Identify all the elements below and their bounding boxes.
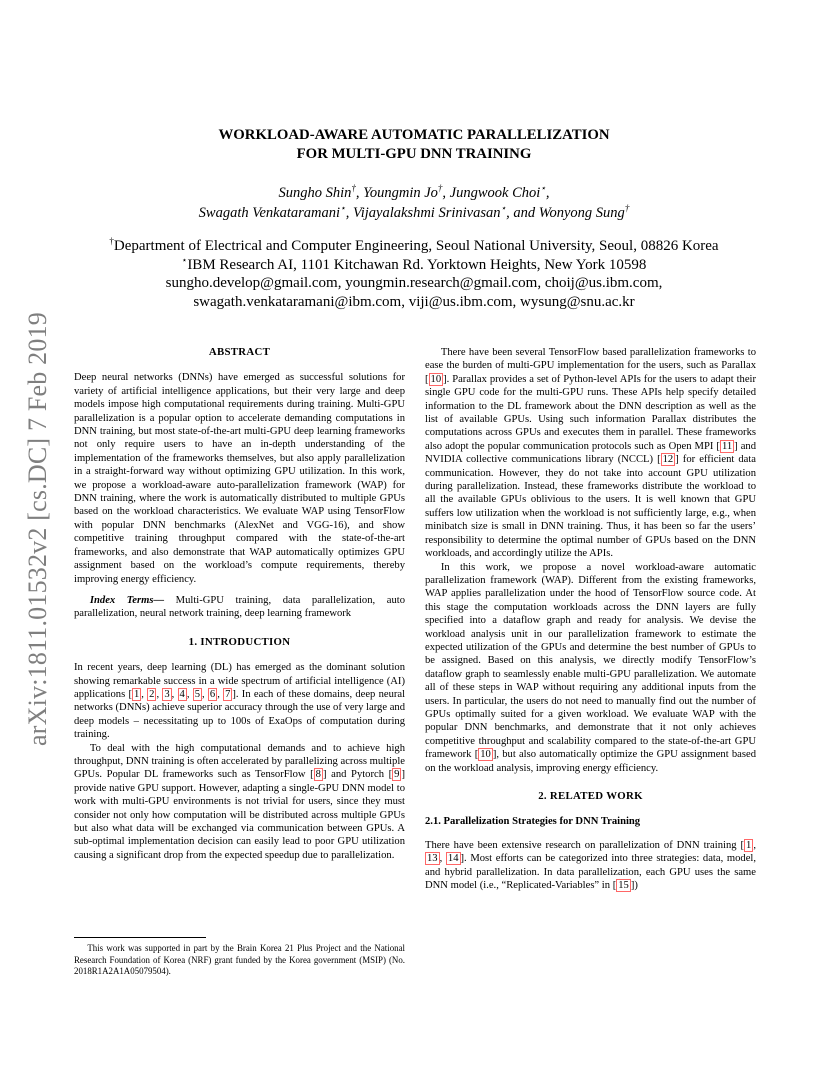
- title-line-2: FOR MULTI-GPU DNN TRAINING: [296, 146, 532, 162]
- paper-title: [0, 126, 828, 164]
- intro-heading: 1. INTRODUCTION: [188, 635, 291, 648]
- footnote: This work was supported in part by the Brain Korea 21 Plus Project and the National Research Foundation of Korea (NRF) grant funded by the Korea government (MSIP) (No. 2018R1A2A1A05079504).: [74, 943, 405, 977]
- affil-mark: †: [109, 236, 114, 246]
- citation-link[interactable]: 1: [746, 839, 752, 851]
- affil-mark: †: [437, 183, 443, 193]
- author-line-1: [0, 184, 828, 204]
- citation-link[interactable]: 8: [315, 769, 321, 781]
- arxiv-id: arXiv:1811.01532v2 [cs.DC] 7 Feb 2019: [23, 312, 52, 746]
- citation-link[interactable]: 11: [721, 440, 733, 452]
- citation-link[interactable]: 10: [480, 749, 491, 761]
- author-name: Swagath Venkataramani: [198, 204, 341, 221]
- author-separator: ,: [545, 185, 550, 201]
- body-paragraph-1: There have been several TensorFlow based parallelization frameworks to ease the burden of multi-GPU implementation for the users, such as Parallax [ 10 ]. Parallax provides a set of Python-level APIs for the users to adapt their single GPU code for the multi-GPU runs. These APIs help specify detailed information to the DL framework about the DNN description as well as the list of available GPUs. Using such information Parallax distributes the computations across GPUs and executes them in parallel. These frameworks also adopt the popular communication protocols such as Open MPI [ 11 ] and NVIDIA collective communications library (NCCL) [ 12 ] for efficient data communication. However, they do not take into account GPU utilization during parallelization. Instead, these frameworks distribute the workload to all the available GPUs oblivious to the users. It is well known that GPU suffers low utilization when the workload is not sufficiently large, e.g., when minibatch size is small in DNN training. Thus, it has been so far the users’ responsibility to determine the optimal number of GPUs based on the DNN workloads, and accordingly utilize the APIs.: [425, 347, 757, 560]
- affil-mark: ⋆: [181, 254, 188, 265]
- left-column: [74, 346, 405, 862]
- citation-link[interactable]: 1: [133, 688, 140, 700]
- body-paragraph-3: There have been extensive research on parallelization of DNN training [ 1 , 13 , 14 ]. Most efforts can be categorized into three strategies: data, model, and hybrid parallelization. In data parallelization, each GPU uses the same DNN model (i.e., “Replicated-Variables” in [ 15 ]): [425, 839, 756, 892]
- author-list: [0, 184, 828, 223]
- author-separator: ,: [355, 185, 364, 201]
- citation-link[interactable]: 2: [149, 688, 155, 700]
- author-name: Wonyong Sung: [538, 204, 625, 221]
- author-name: Youngmin Jo: [363, 185, 438, 201]
- citation-link[interactable]: 4: [179, 688, 185, 700]
- email-line-2: swagath.venkataramani@ibm.com, viji@us.ibm.com, wysung@snu.ac.kr: [193, 293, 635, 310]
- author-separator: ,: [345, 204, 353, 221]
- citation-link[interactable]: 15: [618, 880, 629, 892]
- index-terms-label: Index Terms—: [89, 594, 165, 606]
- email-line-1: sungho.develop@gmail.com, youngmin.research@gmail.com, choij@us.ibm.com,: [165, 275, 663, 291]
- index-terms-text: Multi-GPU training, data parallelization, auto parallelization, neural network training, deep learning framework: [74, 594, 405, 620]
- author-name: Jungwook Choi: [449, 185, 541, 201]
- intro-paragraph-2: To deal with the high computational demands and to achieve high throughput, DNN training is often accelerated by parallelizing across multiple GPUs. Popular DL frameworks such as TensorFlow [ 8 ] and Pytorch [ 9 ] provide native GPU support. However, adapting a single-GPU DNN model to work with multi-GPU environments is not trivial for users, since they must consider not only how computation will be distributed across multiple GPUs but also what data will be exchanged via communication between GPUs. A sub-optimal implementation decision can easily lead to poor GPU utilization causing a significant drop from the expected speedup due to parallelization.: [74, 742, 405, 861]
- related-work-heading: 2. RELATED WORK: [538, 790, 643, 802]
- author-name: Vijayalakshmi Srinivasan: [352, 204, 501, 221]
- subsection-heading: 2.1. Parallelization Strategies for DNN Training: [425, 816, 641, 828]
- affil-mark: †: [624, 202, 630, 213]
- author-line-2: [0, 204, 828, 224]
- abstract-body: Deep neural networks (DNNs) have emerged as successful solutions for variety of artificial intelligence applications, but their very large and deep models impose high computational requirements during training. Multi-GPU parallelization is a popular option to accelerate demanding computations in DNN training, but most state-of-the-art multi-GPU deep learning frameworks not only require users to have an in-depth understanding of the implementation of the frameworks themselves, but also apply parallelization in a straight-forward way without optimizing GPU utilization. In this work, we propose a workload-aware auto-parallelization framework (WAP) for DNN training, where the work is automatically distributed to multiple GPUs based on the workload characteristics. We evaluate WAP using TensorFlow with popular DNN benchmarks (AlexNet and VGG-16), and show competitive training throughput compared with the state-of-the-art frameworks, and also demonstrate that WAP automatically optimizes GPU assignment based on the workload’s compute requirements, thereby improving energy efficiency.: [74, 372, 405, 585]
- affiliations: [0, 237, 828, 311]
- affiliation-snu: †Department of Electrical and Computer Engineering, Seoul National University, Seoul, 08826 Korea: [109, 236, 719, 254]
- citation-link[interactable]: 5: [194, 688, 201, 700]
- citation-link[interactable]: 14: [447, 853, 459, 865]
- citation-link[interactable]: 6: [209, 688, 216, 700]
- citation-link[interactable]: 13: [427, 853, 438, 865]
- abstract-heading: ABSTRACT: [208, 346, 271, 358]
- affiliation-ibm: ⋆IBM Research AI, 1101 Kitchawan Rd. Yorktown Heights, New York 10598: [181, 254, 647, 273]
- affil-mark: †: [351, 183, 356, 193]
- affil-mark: ⋆: [340, 202, 346, 213]
- footnote-rule: [74, 937, 206, 938]
- citation-link[interactable]: 7: [225, 688, 231, 700]
- right-column: [425, 346, 756, 892]
- intro-paragraph-1: In recent years, deep learning (DL) has emerged as the dominant solution showing remarkable success in a wide spectrum of artificial intelligence (AI) applications [ 1 , 2 , 3 , 4 , 5 , 6 , 7 ]. In each of these domains, deep neural networks (DNNs) achieve superior accuracy through the use of very large and deep models – necessitating up to 100s of ExaOps of computation during training.: [74, 662, 406, 741]
- title-line-1: WORKLOAD-AWARE AUTOMATIC PARALLELIZATION: [218, 127, 610, 143]
- author-name: Sungho Shin: [278, 185, 352, 201]
- affil-mark: ⋆: [500, 202, 507, 213]
- arxiv-stamp: [18, 294, 58, 764]
- citation-link[interactable]: 9: [394, 769, 400, 781]
- author-separator: , and: [506, 204, 539, 221]
- citation-link[interactable]: 3: [164, 688, 170, 700]
- citation-link[interactable]: 12: [662, 454, 674, 466]
- affil-mark: ⋆: [540, 183, 546, 193]
- index-terms: [74, 594, 405, 621]
- author-separator: ,: [442, 185, 450, 201]
- citation-link[interactable]: 10: [430, 373, 442, 385]
- body-paragraph-2: In this work, we propose a novel workload-aware automatic parallelization framework (WAP). Different from the existing frameworks, WAP applies parallelization under the hood of TensorFlow source code. At this stage the computation workloads across the DNN layers are fully specified into a dataflow graph and ready for analysis. We devise the workload analysis unit in our parallelization framework to estimate the expected utilization of the GPUs and determine the best number of GPUs to be assigned. Based on this analysis, we directly modify TensorFlow’s dataflow graph to seamlessly enable multi-GPU parallelization. We automate all of these steps in WAP without requiring any additional inputs from the users. In particular, the users do not need to manually find out the number of GPUs optimally suited for a given workload. We evaluate WAP with the popular DNN benchmarks, and demonstrate that it not only achieves competitive throughput and scalability compared to the state-of-the-art GPU framework [ 10 ], but also automatically optimize the GPU assignment based on the workload analysis, improving energy efficiency.: [425, 561, 756, 774]
